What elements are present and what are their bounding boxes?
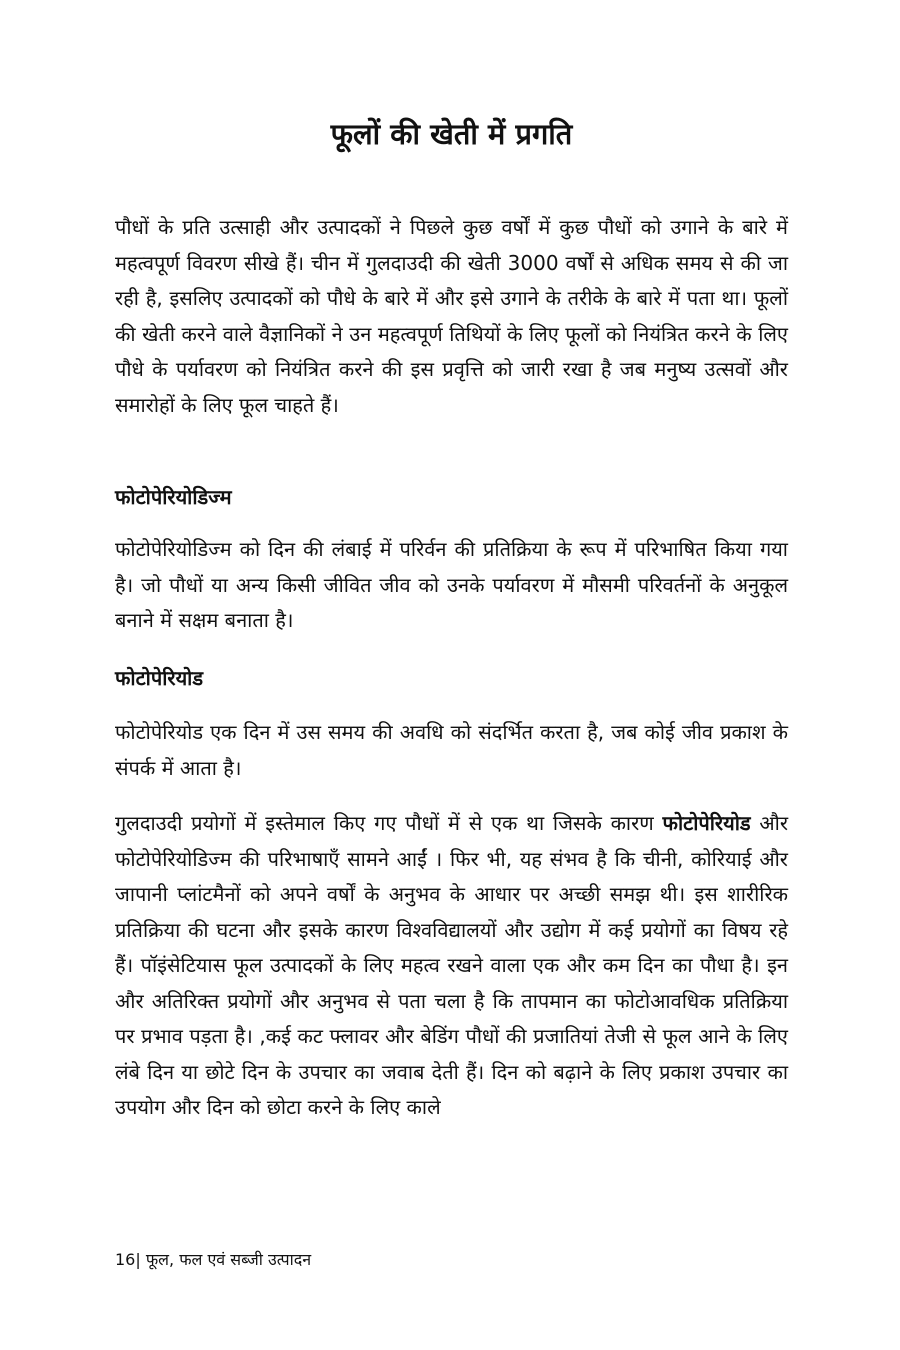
- chrysanthemum-paragraph: [115, 806, 788, 1126]
- paragraph-text-start: गुलदाउदी प्रयोगों में इस्तेमाल किए गए पौधों में से एक था जिसके कारण: [115, 811, 663, 835]
- page-footer: 16| फूल, फल एवं सब्जी उत्पादन: [115, 1250, 312, 1269]
- page-title: फूलों की खेती में प्रगति: [330, 117, 573, 151]
- section-heading-photoperiodism: फोटोपेरियोडिज्म: [115, 485, 232, 509]
- intro-paragraph: पौधों के प्रति उत्साही और उत्पादकों ने पिछले कुछ वर्षों में कुछ पौधों को उगाने के बारे में महत्वपूर्ण विवरण सीखे हैं। चीन में गुलदाउदी की खेती 3000 वर्षों से अधिक समय से की जा रही है, इसलिए उत्पादकों को पौधे के बारे में और इसे उगाने के तरीके के बारे में पता था। फूलों की खेती करने वाले वैज्ञानिकों ने उन महत्वपूर्ण तिथियों के लिए फूलों को नियंत्रित करने के लिए पौधे के पर्यावरण को नियंत्रित करने की इस प्रवृत्ति को जारी रखा है जब मनुष्य उत्सवों और समारोहों के लिए फूल चाहते हैं।: [115, 215, 788, 417]
- document-page: [115, 0, 788, 1350]
- paragraph-text-rest: और फोटोपेरियोडिज्म की परिभाषाएँ सामने आईं । फिर भी, यह संभव है कि चीनी, कोरियाई और जापानी प्लांटमैनों को अपने वर्षों के अनुभव के आधार पर अच्छी समझ थी। इस शारीरिक प्रतिक्रिया की घटना और इसके कारण विश्वविद्यालयों और उद्योग में कई प्रयोगों का विषय रहे हैं। पॉइंसेटियास फूल उत्पादकों के लिए महत्व रखने वाला एक और कम दिन का पौधा है। इन और अतिरिक्त प्रयोगों और अनुभव से पता चला है कि तापमान का फोटोआवधिक प्रतिक्रिया पर प्रभाव पड़ता है। ,कई कट फ्लावर और बेडिंग पौधों की प्रजातियां तेजी से फूल आने के लिए लंबे दिन या छोटे दिन के उपचार का जवाब देती हैं। दिन को बढ़ाने के लिए प्रकाश उपचार का उपयोग और दिन को छोटा करने के लिए काले: [115, 811, 789, 1119]
- photoperiodism-paragraph: फोटोपेरियोडिज्म को दिन की लंबाई में परिर्वन की प्रतिक्रिया के रूप में परिभाषित किया गया है। जो पौधों या अन्य किसी जीवित जीव को उनके पर्यावरण में मौसमी परिवर्तनों के अनुकूल बनाने में सक्षम बनाता है।: [115, 537, 788, 632]
- section-heading-photoperiod: फोटोपेरियोड: [115, 666, 204, 690]
- bold-term-photoperiod: फोटोपेरियोड: [662, 811, 751, 835]
- photoperiod-paragraph: फोटोपेरियोड एक दिन में उस समय की अवधि को संदर्भित करता है, जब कोई जीव प्रकाश के संपर्क में आता है।: [115, 720, 788, 780]
